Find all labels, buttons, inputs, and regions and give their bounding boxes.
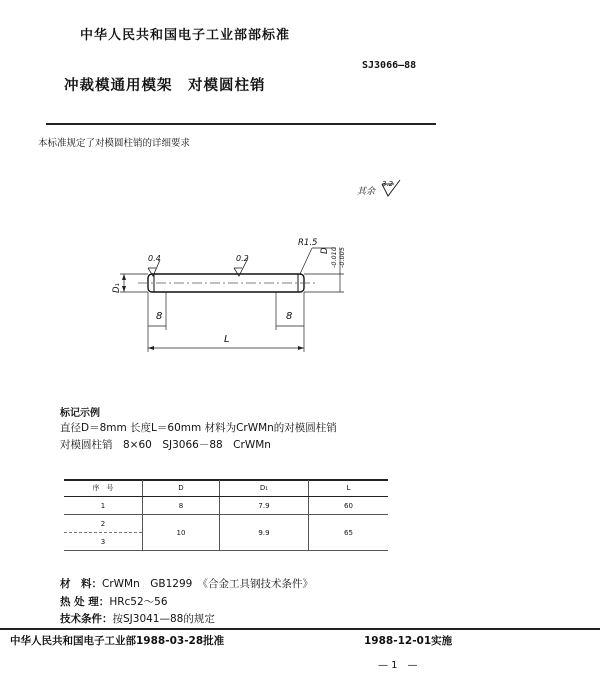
- table-header-row: [64, 480, 388, 497]
- technical-conditions-note: [60, 611, 215, 626]
- heat-label: 热 处 理：: [60, 596, 110, 608]
- diameter-label: D: [320, 247, 330, 254]
- table-cell-d: 8: [143, 497, 220, 515]
- table-cell-l: 60: [309, 497, 389, 515]
- roughness-mid-value: 0.2: [236, 254, 249, 263]
- approval-text: 中华人民共和国电子工业部1988-03-28批准: [10, 635, 225, 647]
- tech-label: 技术条件：: [60, 613, 113, 625]
- diameter-tolerance-upper: -0.010: [330, 247, 338, 268]
- table-cell-no: 2: [64, 515, 143, 533]
- footer-rule: [0, 628, 600, 630]
- table-cell-no: 1: [64, 497, 143, 515]
- radius-label: R1.5: [298, 238, 318, 248]
- material-label: 材 料：: [60, 578, 102, 590]
- pin-body: [148, 274, 304, 292]
- marking-line-2: 对模圆柱销 8×60 SJ3066－88 CrWMn: [60, 439, 271, 451]
- effective-date: 1988-12-01实施: [364, 635, 453, 647]
- roughness-prefix: 其余: [357, 187, 376, 197]
- spec-table: [64, 480, 388, 551]
- table-cell-d1: 9.9: [220, 515, 309, 551]
- table-cell-l: 65: [309, 515, 389, 551]
- standard-code: SJ3066—88: [362, 60, 417, 71]
- roughness-left-value: 0.4: [148, 254, 161, 263]
- table-row: [64, 497, 388, 515]
- table-header-no: 序 号: [64, 480, 143, 497]
- heat-treatment-note: [60, 594, 168, 609]
- header-rule: [46, 123, 436, 125]
- heat-value: HRc52～56: [109, 596, 168, 608]
- material-value: CrWMn GB1299 《合金工具钢技术条件》: [102, 578, 314, 590]
- tech-value: 按SJ3041—88的规定: [112, 613, 215, 625]
- table-row: [64, 515, 388, 533]
- table-header-d1: D₁: [220, 480, 309, 497]
- table-cell-no: 3: [64, 533, 143, 551]
- table-header-l: L: [309, 480, 389, 497]
- table-cell-d: 10: [143, 515, 220, 551]
- standard-org-header: 中华人民共和国电子工业部部标准: [80, 28, 291, 43]
- right-length-label: 8: [286, 311, 293, 322]
- scope-text: 本标准规定了对模圆柱销的详细要求: [38, 138, 191, 149]
- material-note: [60, 576, 313, 591]
- page-title: 冲裁模通用模架 对模圆柱销: [64, 78, 266, 94]
- roughness-general-value: 3.2: [382, 180, 394, 188]
- table-cell-d1: 7.9: [220, 497, 309, 515]
- table-header-d: D: [143, 480, 220, 497]
- length-label: L: [224, 334, 230, 345]
- left-length-label: 8: [156, 311, 163, 322]
- marking-heading: 标记示例: [60, 408, 100, 419]
- marking-line-1: 直径D＝8mm 长度L＝60mm 材料为CrWMn的对模圆柱销: [60, 422, 337, 434]
- diameter-tolerance-lower: -0.005: [338, 247, 346, 268]
- page-number: — 1 —: [378, 660, 418, 671]
- d1-label: D₁: [112, 283, 122, 293]
